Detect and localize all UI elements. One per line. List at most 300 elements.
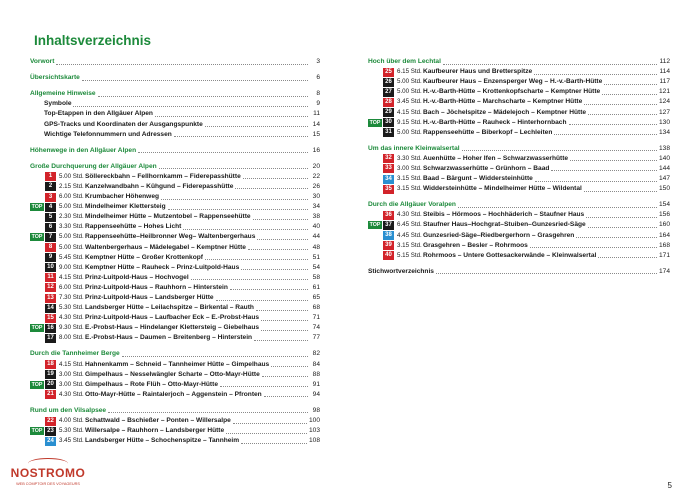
stage-title: Waltenbergerhaus – Mädelegabel – Kemptner Hütte (85, 243, 246, 251)
entry-page: 91 (312, 380, 320, 388)
toc-entry-stage[interactable] (30, 360, 320, 370)
stage-duration: 2.30 Std. (59, 213, 84, 221)
toc-entry-stage[interactable] (30, 293, 320, 303)
dot-leader (602, 94, 657, 95)
stage-title: Staufner Haus–Hochgrat–Stuiben–Gunzesried-Säge (423, 221, 586, 229)
dot-leader (436, 273, 657, 274)
stage-number-badge: 38 (383, 231, 394, 240)
logo-name: NOSTROMO (10, 466, 86, 480)
stage-title: H.-v.-Barth-Hütte – Krottenkopfscharte – Kemptner Hütte (423, 88, 601, 96)
entry-page: 22 (312, 172, 320, 180)
toc-left-column (30, 57, 320, 446)
toc-entry-section[interactable] (30, 146, 320, 156)
entry-page: 160 (658, 221, 670, 229)
stage-duration: 3.45 Std. (59, 437, 84, 445)
toc-entry-stage[interactable] (368, 97, 670, 107)
dot-leader (262, 376, 308, 377)
toc-entry-stage[interactable] (30, 202, 320, 212)
stage-number-badge: 11 (45, 273, 56, 282)
stage-title: Rohrmoos – Untere Gottesackerwände – Kleinwalsertal (423, 251, 597, 259)
entry-title: Allgemeine Hinweise (30, 90, 96, 98)
dot-leader (588, 227, 657, 228)
top-badge: TOP (31, 325, 43, 332)
stage-title: Widdersteinhütte – Mindelheimer Hütte – Wildental (423, 185, 582, 193)
stage-duration: 5.30 Std. (59, 304, 84, 312)
stage-number-badge: 18 (45, 360, 56, 369)
dot-leader (530, 247, 657, 248)
stage-number-badge: 40 (383, 251, 394, 260)
toc-entry-stage[interactable] (30, 192, 320, 202)
stage-number-badge: 12 (45, 283, 56, 292)
entry-page: 150 (658, 185, 670, 193)
stage-duration: 9.00 Std. (59, 263, 84, 271)
stage-duration: 3.30 Std. (59, 223, 84, 231)
dot-leader (576, 237, 657, 238)
stage-duration: 4.00 Std. (59, 417, 84, 425)
toc-entry[interactable] (30, 99, 320, 109)
entry-page: 61 (312, 283, 320, 291)
toc-entry-section[interactable] (368, 144, 670, 154)
entry-page: 44 (312, 233, 320, 241)
logo-tagline: WEB COMPTOIR DES VOYAGEURS (16, 482, 80, 486)
entry-page: 20 (312, 162, 320, 170)
toc-entry-stage[interactable] (30, 313, 320, 323)
entry-page: 174 (658, 267, 670, 275)
stage-duration: 3.15 Std. (397, 241, 422, 249)
toc-entry-stage[interactable] (30, 323, 320, 333)
stage-duration: 4.15 Std. (397, 108, 422, 116)
toc-entry-stage[interactable] (368, 67, 670, 77)
toc-entry-section[interactable] (30, 162, 320, 172)
dot-leader (584, 104, 657, 105)
entry-title: GPS-Tracks und Koordinaten der Ausgangspunkte (44, 120, 203, 128)
stage-number-badge: 20 (45, 380, 56, 389)
entry-page: 11 (313, 110, 320, 118)
stage-title: Rappenseehütte – Biberkopf – Lechleiten (423, 128, 553, 136)
stage-title: Gunzesried-Säge–Riedbergerhorn – Grasgehren (423, 231, 575, 239)
stage-number-badge: 1 (45, 172, 56, 181)
stage-title: Kaufbeurer Haus – Enzensperger Weg – H.-v.-Barth-Hütte (423, 78, 603, 86)
stage-duration: 4.15 Std. (59, 273, 84, 281)
dot-leader (458, 207, 657, 208)
dot-leader (443, 64, 658, 65)
dot-leader (122, 356, 308, 357)
toc-entry-stage[interactable] (30, 426, 320, 436)
toc-entry-section[interactable] (30, 406, 320, 416)
stage-number-badge: 6 (45, 223, 56, 232)
toc-entry-stage[interactable] (30, 222, 320, 232)
entry-page: 34 (312, 203, 320, 211)
stage-title: Kanzelwandbahn – Kühgund – Fiderepasshütte (85, 182, 234, 190)
entry-page: 127 (658, 108, 670, 116)
top-badge: TOP (31, 234, 43, 241)
dot-leader (138, 152, 308, 153)
stage-number-badge: 31 (383, 128, 394, 137)
entry-page: 130 (658, 118, 670, 126)
toc-entry-stage[interactable] (30, 333, 320, 343)
entry-title: Hoch über dem Lechtal (368, 58, 441, 66)
dot-leader (241, 443, 307, 444)
entry-title: Stichwortverzeichnis (368, 267, 434, 275)
stage-number-badge: 25 (383, 68, 394, 77)
toc-entry-stage[interactable] (368, 220, 670, 230)
toc-entry-section[interactable] (30, 349, 320, 359)
stage-title: Kaufbeurer Haus und Bretterspitze (423, 68, 533, 76)
dot-leader (570, 160, 657, 161)
stage-duration: 4.30 Std. (59, 314, 84, 322)
entry-page: 8 (316, 90, 320, 98)
toc-entry-stage[interactable] (30, 303, 320, 313)
page-title: Inhaltsverzeichnis (34, 33, 152, 48)
toc-entry-stage[interactable] (368, 174, 670, 184)
toc-entry-section[interactable] (368, 57, 670, 67)
stage-number-badge: 10 (45, 263, 56, 272)
toc-entry-stage[interactable] (368, 164, 670, 174)
toc-entry[interactable] (30, 130, 320, 140)
toc-entry-stage[interactable] (368, 77, 670, 87)
toc-entry-stage[interactable] (368, 87, 670, 97)
stage-title: Gimpelhaus – Nesselwängler Scharte – Otto-Mayr-Hütte (85, 370, 260, 378)
entry-page: 14 (312, 120, 320, 128)
stage-duration: 9.15 Std. (397, 118, 422, 126)
stage-number-badge: 27 (383, 88, 394, 97)
dot-leader (155, 116, 308, 117)
stage-title: Söllereckbahn – Fellhornkamm – Fiderepasshütte (85, 172, 241, 180)
stage-duration: 6.15 Std. (397, 68, 422, 76)
toc-entry-section[interactable] (30, 73, 320, 83)
toc-entry[interactable] (30, 119, 320, 129)
toc-entry-stage[interactable] (368, 231, 670, 241)
stage-duration: 5.00 Std. (59, 243, 84, 251)
toc-entry-stage[interactable] (30, 416, 320, 426)
stage-title: Gimpelhaus – Rote Flüh – Otto-Mayr-Hütte (85, 380, 218, 388)
stage-number-badge: 7 (45, 233, 56, 242)
entry-title: Top-Etappen in den Allgäuer Alpen (44, 110, 153, 118)
dot-leader (256, 310, 308, 311)
toc-entry-stage[interactable] (30, 390, 320, 400)
dot-leader (220, 386, 308, 387)
dot-leader (191, 279, 308, 280)
toc-entry-stage[interactable] (30, 380, 320, 390)
dot-leader (108, 412, 308, 413)
dot-leader (569, 124, 657, 125)
stage-duration: 4.15 Std. (59, 360, 84, 368)
entry-page: 88 (312, 370, 320, 378)
dot-leader (73, 106, 308, 107)
dot-leader (261, 320, 308, 321)
entry-page: 117 (659, 78, 670, 86)
stage-number-badge: 2 (45, 182, 56, 191)
stage-title: Auenhütte – Hoher Ifen – Schwarzwasserhütte (423, 154, 569, 162)
dot-leader (584, 191, 657, 192)
stage-duration: 3.00 Std. (59, 380, 84, 388)
toc-entry-stage[interactable] (368, 107, 670, 117)
stage-duration: 9.30 Std. (59, 324, 84, 332)
stage-duration: 3.15 Std. (397, 185, 422, 193)
stage-number-badge: 9 (45, 253, 56, 262)
entry-title: Durch die Allgäuer Voralpen (368, 201, 456, 209)
dot-leader (534, 74, 657, 75)
entry-page: 100 (308, 417, 320, 425)
dot-leader (554, 134, 657, 135)
dot-leader (235, 188, 308, 189)
stage-duration: 3.30 Std. (397, 154, 422, 162)
dot-leader (264, 396, 308, 397)
stage-duration: 4.45 Std. (397, 231, 422, 239)
stage-title: H.-v.-Barth-Hütte – Rauheck – Hinterhornbach (423, 118, 567, 126)
stage-number-badge: 39 (383, 241, 394, 250)
toc-entry-stage[interactable] (368, 184, 670, 194)
toc-entry-stage[interactable] (368, 118, 670, 128)
entry-page: 140 (658, 154, 670, 162)
stage-title: Prinz-Luitpold-Haus – Rauhhorn – Hinterstein (85, 283, 228, 291)
entry-page: 74 (312, 324, 320, 332)
entry-title: Übersichtskarte (30, 74, 80, 82)
stage-title: Kemptner Hütte – Rauheck – Prinz-Luitpold-Haus (85, 263, 240, 271)
toc-entry-section[interactable] (368, 200, 670, 210)
toc-entry-stage[interactable] (368, 251, 670, 261)
stage-title: Steibis – Hörmoos – Hochhäderich – Staufner Haus (423, 211, 585, 219)
stage-duration: 6.00 Std. (59, 283, 84, 291)
stage-duration: 8.00 Std. (59, 334, 84, 342)
stage-number-badge: 3 (45, 193, 56, 202)
stage-title: Prinz-Luitpold-Haus – Hochvogel (85, 273, 189, 281)
logo (6, 458, 90, 494)
entry-page: 114 (659, 68, 670, 76)
toc-entry-stage[interactable] (368, 154, 670, 164)
dot-leader (551, 170, 657, 171)
dot-leader (257, 239, 308, 240)
dot-leader (254, 340, 308, 341)
stage-title: Rappenseehütte–Heilbronner Weg– Waltenbergerhaus (85, 233, 256, 241)
stage-title: H.-v.-Barth-Hütte – Marchscharte – Kemptner Hütte (423, 98, 583, 106)
entry-page: 98 (312, 406, 320, 414)
stage-number-badge: 16 (45, 324, 56, 333)
stage-title: Mindelheimer Hütte – Mutzentobel – Rappenseehütte (85, 213, 251, 221)
dot-leader (98, 96, 308, 97)
stage-number-badge: 19 (45, 370, 56, 379)
stage-number-badge: 17 (45, 334, 56, 343)
stage-duration: 5.45 Std. (59, 253, 84, 261)
entry-title: Um das innere Kleinwalsertal (368, 144, 460, 152)
stage-title: Grasgehren – Besler – Rohrmoos (423, 241, 528, 249)
entry-title: Symbole (44, 100, 72, 108)
toc-entry-stage[interactable] (30, 212, 320, 222)
entry-page: 16 (312, 146, 320, 154)
entry-page: 40 (312, 223, 320, 231)
toc-entry-stage[interactable] (30, 243, 320, 253)
stage-duration: 6.45 Std. (397, 221, 422, 229)
toc-entry-stage[interactable] (30, 283, 320, 293)
entry-page: 26 (312, 182, 320, 190)
entry-page: 138 (658, 144, 670, 152)
stage-title: Otto-Mayr-Hütte – Raintalerjoch – Aggenstein – Pfronten (85, 390, 262, 398)
top-badge: TOP (369, 119, 381, 126)
dot-leader (159, 168, 308, 169)
stage-number-badge: 13 (45, 294, 56, 303)
stage-number-badge: 37 (383, 221, 394, 230)
stage-number-badge: 36 (383, 211, 394, 220)
toc-entry-stage[interactable] (368, 241, 670, 251)
top-badge: TOP (369, 222, 381, 229)
stage-duration: 5.30 Std. (59, 427, 84, 435)
toc-entry[interactable] (30, 109, 320, 119)
dot-leader (243, 178, 308, 179)
toc-right-column (368, 57, 670, 277)
page-number: 5 (667, 481, 672, 490)
entry-page: 9 (316, 100, 320, 108)
toc-entry-stage[interactable] (368, 128, 670, 138)
stage-duration: 3.15 Std. (397, 175, 422, 183)
toc-entry-stage[interactable] (30, 253, 320, 263)
dot-leader (261, 330, 308, 331)
stage-duration: 5.00 Std. (397, 128, 422, 136)
stage-duration: 6.00 Std. (59, 193, 84, 201)
stage-number-badge: 26 (383, 78, 394, 87)
stage-title: E.-Probst-Haus – Daumen – Breitenberg – Hinterstein (85, 334, 253, 342)
stage-number-badge: 29 (383, 108, 394, 117)
stage-duration: 5.00 Std. (59, 172, 84, 180)
stage-title: Prinz-Luitpold-Haus – Laufbacher Eck – E.-Probst-Haus (85, 314, 260, 322)
stage-number-badge: 15 (45, 314, 56, 323)
stage-title: Prinz-Luitpold-Haus – Landsberger Hütte (85, 294, 214, 302)
entry-page: 71 (312, 314, 320, 322)
stage-number-badge: 34 (383, 175, 394, 184)
stage-title: Baad – Bärgunt – Widdersteinhütte (423, 175, 533, 183)
stage-number-badge: 35 (383, 185, 394, 194)
dot-leader (161, 199, 308, 200)
entry-page: 84 (312, 360, 320, 368)
stage-duration: 5.00 Std. (59, 233, 84, 241)
dot-leader (271, 366, 308, 367)
dot-leader (82, 80, 308, 81)
toc-entry-section[interactable] (30, 89, 320, 99)
stage-title: Bach – Jöchelspitze – Mädelejoch – Kemptner Hütte (423, 108, 587, 116)
dot-leader (248, 249, 308, 250)
stage-number-badge: 33 (383, 164, 394, 173)
dot-leader (226, 433, 307, 434)
stage-number-badge: 5 (45, 213, 56, 222)
entry-title: Rund um den Vilsalpsee (30, 406, 107, 414)
entry-title: Wichtige Telefonnummern und Adressen (44, 130, 172, 138)
entry-title: Durch die Tannheimer Berge (30, 350, 120, 358)
stage-number-badge: 24 (45, 437, 56, 446)
entry-page: 154 (658, 201, 670, 209)
entry-page: 82 (312, 350, 320, 358)
stage-number-badge: 21 (45, 390, 56, 399)
entry-page: 38 (312, 213, 320, 221)
stage-number-badge: 8 (45, 243, 56, 252)
entry-page: 103 (308, 427, 320, 435)
toc-entry-stage[interactable] (30, 263, 320, 273)
dot-leader (588, 114, 657, 115)
toc-entry-stage[interactable] (30, 232, 320, 242)
top-badge: TOP (31, 204, 43, 211)
dot-leader (205, 259, 308, 260)
dot-leader (230, 289, 308, 290)
dot-leader (183, 229, 308, 230)
dot-leader (233, 423, 307, 424)
entry-page: 77 (312, 334, 320, 342)
entry-page: 68 (312, 304, 320, 312)
stage-number-badge: 4 (45, 203, 56, 212)
entry-page: 65 (312, 294, 320, 302)
stage-duration: 5.00 Std. (59, 203, 84, 211)
dot-leader (586, 217, 657, 218)
dot-leader (56, 64, 308, 65)
dot-leader (241, 269, 308, 270)
stage-duration: 5.00 Std. (397, 78, 422, 86)
entry-page: 112 (659, 58, 670, 66)
stage-title: Willersalpe – Rauhhorn – Landsberger Hütte (85, 427, 225, 435)
entry-page: 108 (308, 437, 320, 445)
dot-leader (174, 136, 308, 137)
entry-page: 54 (312, 263, 320, 271)
toc-entry-stage[interactable] (30, 370, 320, 380)
stage-title: Krumbacher Höhenweg (85, 193, 160, 201)
dot-leader (598, 257, 657, 258)
stage-duration: 4.30 Std. (59, 390, 84, 398)
stage-title: Landsberger Hütte – Leilachspitze – Birkental – Rauth (85, 304, 254, 312)
stage-title: E.-Probst-Haus – Hindelanger Klettersteig – Giebelhaus (85, 324, 260, 332)
stage-title: Rappenseehütte – Hohes Licht (85, 223, 182, 231)
toc-entry-stage[interactable] (30, 182, 320, 192)
entry-page: 48 (312, 243, 320, 251)
dot-leader (535, 181, 657, 182)
stage-duration: 5.15 Std. (397, 251, 422, 259)
toc-entry-section[interactable] (30, 57, 320, 67)
entry-page: 51 (312, 253, 320, 261)
entry-page: 171 (658, 251, 670, 259)
toc-entry-stage[interactable] (368, 210, 670, 220)
entry-page: 134 (658, 128, 670, 136)
top-badge: TOP (31, 381, 43, 388)
entry-page: 15 (312, 130, 320, 138)
stage-number-badge: 32 (383, 154, 394, 163)
entry-title: Höhenwege in den Allgäuer Alpen (30, 146, 137, 154)
toc-entry[interactable] (368, 267, 670, 277)
entry-page: 164 (658, 231, 670, 239)
entry-page: 6 (316, 74, 320, 82)
dot-leader (168, 209, 308, 210)
stage-duration: 3.00 Std. (397, 164, 422, 172)
stage-duration: 5.00 Std. (397, 88, 422, 96)
stage-duration: 7.30 Std. (59, 294, 84, 302)
stage-number-badge: 22 (45, 417, 56, 426)
top-badge: TOP (31, 428, 43, 435)
entry-page: 3 (316, 58, 320, 66)
entry-page: 168 (658, 241, 670, 249)
stage-number-badge: 28 (383, 98, 394, 107)
entry-title: Vorwort (30, 58, 55, 66)
stage-number-badge: 30 (383, 118, 394, 127)
stage-title: Landsberger Hütte – Schochenspitze – Tannheim (85, 437, 240, 445)
entry-page: 147 (658, 175, 670, 183)
toc-entry-stage[interactable] (30, 273, 320, 283)
dot-leader (253, 219, 308, 220)
toc-entry-stage[interactable] (30, 172, 320, 182)
dot-leader (462, 150, 657, 151)
toc-entry-stage[interactable] (30, 436, 320, 446)
stage-duration: 3.00 Std. (59, 370, 84, 378)
dot-leader (604, 84, 657, 85)
entry-page: 144 (658, 164, 670, 172)
entry-page: 124 (658, 98, 670, 106)
stage-title: Mindelheimer Klettersteig (85, 203, 166, 211)
entry-page: 156 (658, 211, 670, 219)
stage-title: Kemptner Hütte – Großer Krottenkopf (85, 253, 203, 261)
stage-title: Schattwald – Bschießer – Ponten – Willersalpe (85, 417, 231, 425)
